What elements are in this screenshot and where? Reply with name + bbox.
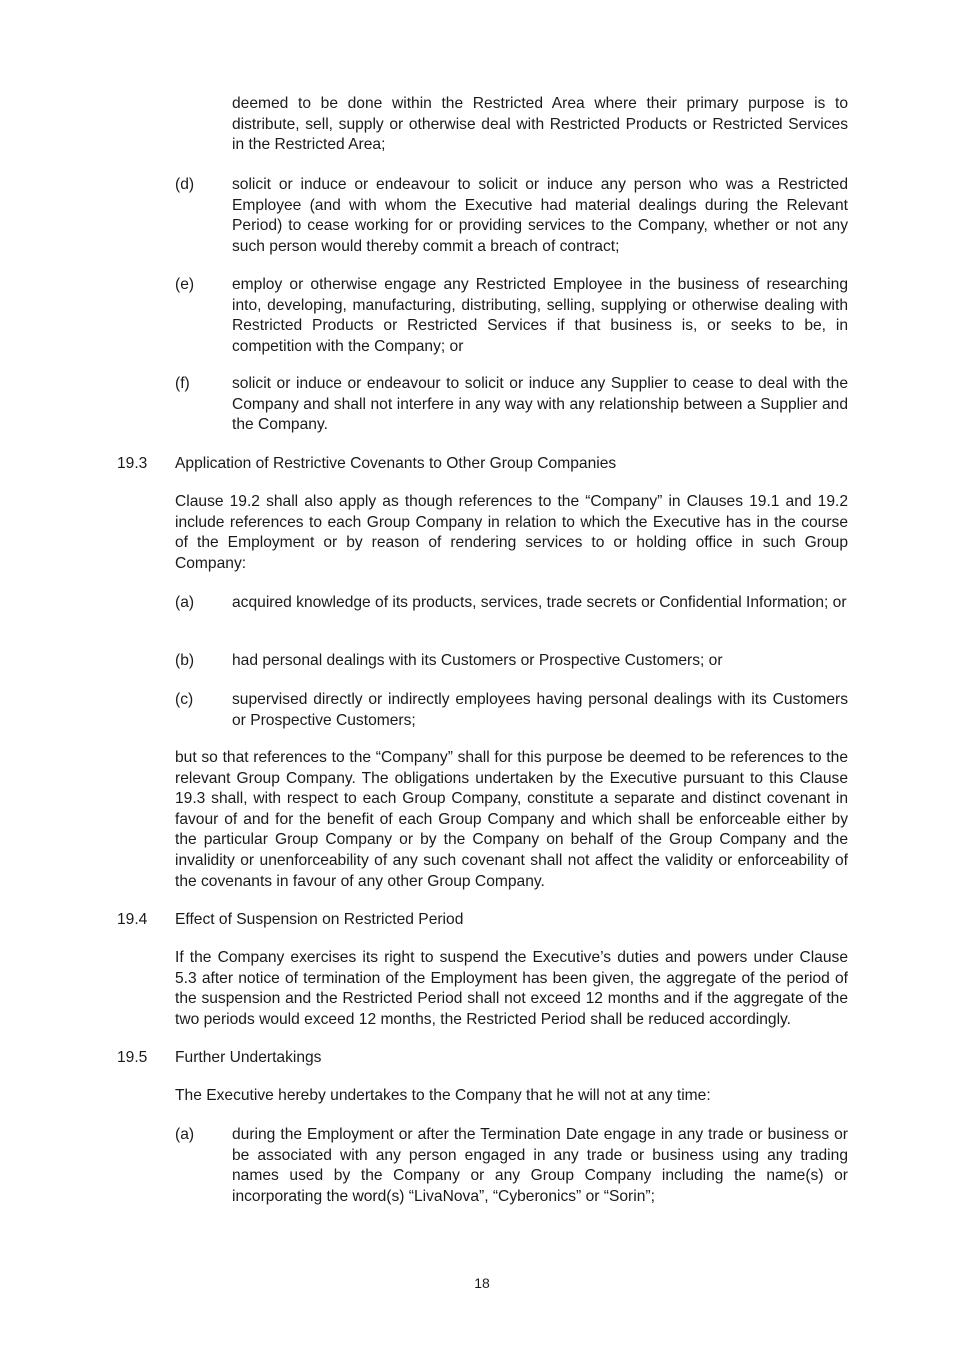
section-heading: Application of Restrictive Covenants to Other Group Companies — [175, 455, 617, 472]
list-item-text: had personal dealings with its Customers or Prospective Customers; or — [232, 652, 723, 669]
section-number: 19.3 — [117, 455, 148, 472]
section-intro: Clause 19.2 shall also apply as though references to the “Company” in Clauses 19.1 and 19.2 include references to each Group Company in relation to which the Executive has in the course of the Employment or by reason of rendering services to or holding office in such Group Company: — [175, 493, 848, 572]
list-item-label: (d) — [175, 176, 195, 193]
list-item-text: solicit or induce or endeavour to solicit or induce any person who was a Restricted Employee (and with whom the Executive had material dealings during the Relevant Period) to cease working for or providing services to the Company, whether or not any such person would thereby commit a breach of contract; — [232, 176, 848, 255]
page-number: 18 — [474, 1275, 490, 1291]
section-number: 19.5 — [117, 1049, 148, 1066]
continuation-paragraph: deemed to be done within the Restricted Area where their primary purpose is to distribute, sell, supply or otherwise deal with Restricted Products or Restricted Services in the Restricted Area; — [232, 95, 848, 154]
list-item-text: supervised directly or indirectly employees having personal dealings with its Customers or Prospective Customers; — [232, 691, 848, 729]
list-item-text: during the Employment or after the Termination Date engage in any trade or business or be associated with any person engaged in any trade or business using any trading names used by the Company or any Group Company including the name(s) or incorporating the word(s) “LivaNova”, “Cyberonics” or “Sorin”; — [232, 1126, 848, 1205]
list-item-label: (b) — [175, 652, 195, 669]
section-number: 19.4 — [117, 911, 148, 928]
section-body: If the Company exercises its right to suspend the Executive’s duties and powers under Clause 5.3 after notice of termination of the Employment has been given, the aggregate of the period of the suspension and the Restricted Period shall not exceed 12 months and if the aggregate of the two periods would exceed 12 months, the Restricted Period shall be reduced accordingly. — [175, 949, 848, 1028]
section-heading: Further Undertakings — [175, 1049, 322, 1066]
list-item-label: (c) — [175, 691, 194, 708]
section-closing: but so that references to the “Company” shall for this purpose be deemed to be references to the relevant Group Company. The obligations undertaken by the Executive pursuant to this Clause 19.3 shall, with respect to each Group Company, constitute a separate and distinct covenant in favour of and for the benefit of each Group Company and which shall be enforceable either by the particular Group Company or by the Company on behalf of the Group Company and the invalidity or unenforceability of any such covenant shall not affect the validity or enforceability of the covenants in favour of any other Group Company. — [175, 749, 848, 890]
list-item-label: (a) — [175, 594, 195, 611]
list-item-label: (f) — [175, 375, 190, 392]
list-item-label: (e) — [175, 276, 195, 293]
list-item-label: (a) — [175, 1126, 195, 1143]
list-item-text: acquired knowledge of its products, services, trade secrets or Confidential Information; or — [232, 594, 847, 611]
list-item-text: employ or otherwise engage any Restricted Employee in the business of researching into, developing, manufacturing, distributing, selling, supplying or otherwise dealing with Restricted Products or Restricted Services if that business is, or seeks to be, in competition with the Company; or — [232, 276, 848, 355]
section-intro: The Executive hereby undertakes to the Company that he will not at any time: — [175, 1087, 711, 1104]
list-item-text: solicit or induce or endeavour to solicit or induce any Supplier to cease to deal with the Company and shall not interfere in any way with any relationship between a Supplier and the Company. — [232, 375, 848, 434]
section-heading: Effect of Suspension on Restricted Period — [175, 911, 464, 928]
